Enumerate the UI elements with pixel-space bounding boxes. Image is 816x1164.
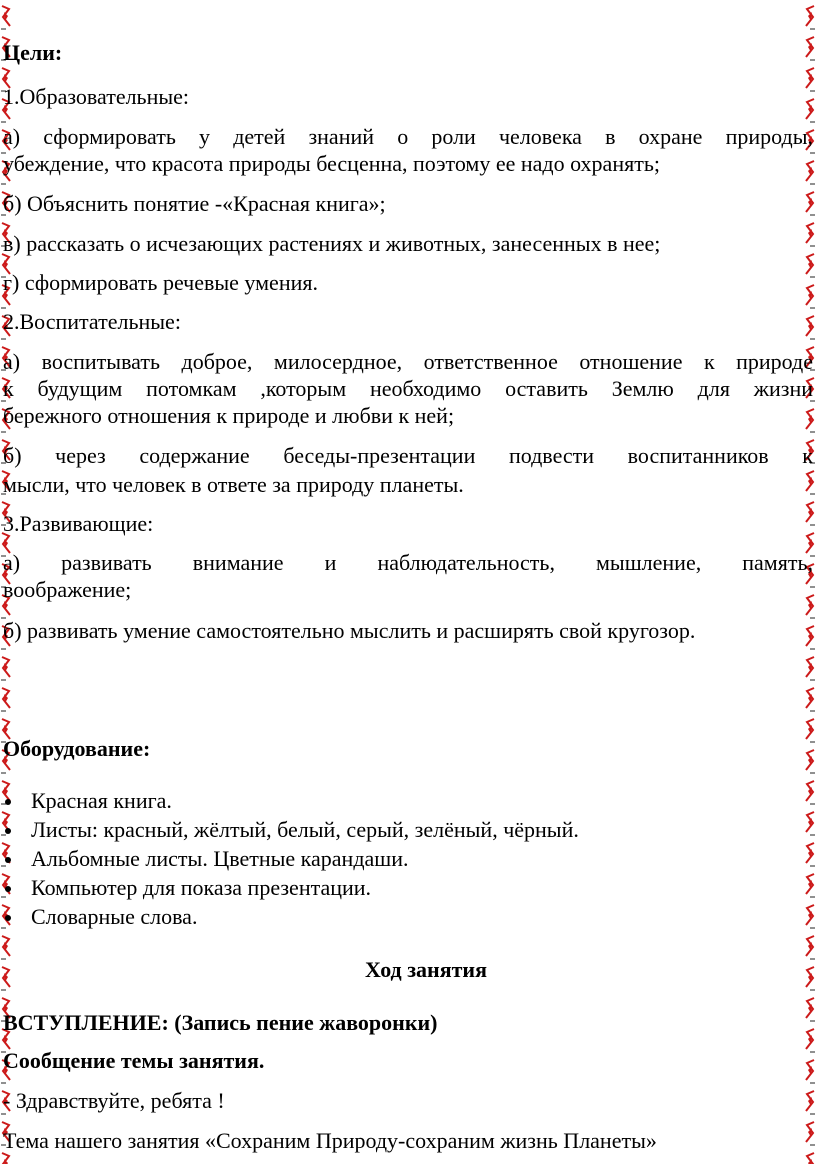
bullet-icon	[5, 886, 11, 892]
educational-item-v: в) рассказать о исчезающих растениях и животных, занесенных в нее;	[3, 231, 661, 256]
document-page	[3, 0, 816, 1164]
developing-item-a-line2: воображение;	[3, 577, 132, 602]
bullet-icon	[5, 799, 11, 805]
bullet-icon	[5, 857, 11, 863]
developing-item-a-line1: а) развивать внимание и наблюдательность, мышление, память,	[3, 550, 813, 575]
equipment-item-text: Красная книга.	[31, 788, 172, 813]
topic-message: Сообщение темы занятия.	[3, 1048, 265, 1073]
upbringing-item-a-line3: бережного отношения к природе и любви к ней;	[3, 403, 455, 428]
educational-item-a-line1: а) сформировать у детей знаний о роли человека в охране природы,	[3, 124, 813, 149]
greeting-line: - Здравствуйте, ребята !	[3, 1088, 225, 1113]
educational-item-g: г) сформировать речевые умения.	[3, 270, 318, 295]
educational-item-a-line2: убеждение, что красота природы бесценна, поэтому ее надо охранять;	[3, 151, 660, 176]
upbringing-item-a-line2: к будущим потомкам ,которым необходимо оставить Землю для жизни	[3, 376, 813, 401]
educational-title: 1.Образовательные:	[3, 84, 190, 109]
equipment-item-text: Листы: красный, жёлтый, белый, серый, зелёный, чёрный.	[31, 817, 579, 842]
educational-item-b: б) Объяснить понятие -«Красная книга»;	[3, 191, 386, 216]
developing-item-b: б) развивать умение самостоятельно мыслить и расширять свой кругозор.	[3, 618, 696, 643]
equipment-item-text: Альбомные листы. Цветные карандаши.	[31, 846, 409, 871]
goals-heading: Цели:	[3, 40, 63, 65]
upbringing-item-a-line1: а) воспитывать доброе, милосердное, ответственное отношение к природе	[3, 349, 813, 374]
upbringing-item-b-line1: б) через содержание беседы-презентации подвести воспитанников к	[3, 443, 813, 468]
bullet-icon	[5, 828, 11, 834]
upbringing-title: 2.Воспитательные:	[3, 309, 181, 334]
lesson-heading: Ход занятия	[364, 957, 487, 982]
developing-title: 3.Развивающие:	[3, 511, 154, 536]
bullet-icon	[5, 915, 11, 921]
intro-line: ВСТУПЛЕНИЕ: (Запись пение жаворонки)	[3, 1010, 438, 1035]
equipment-heading: Оборудование:	[3, 736, 151, 761]
equipment-item-text: Компьютер для показа презентации.	[31, 875, 372, 900]
lesson-topic: Тема нашего занятия «Сохраним Природу-сохраним жизнь Планеты»	[3, 1128, 657, 1153]
upbringing-item-b-line2: мысли, что человек в ответе за природу планеты.	[3, 472, 464, 497]
equipment-item-text: Словарные слова.	[31, 904, 198, 929]
